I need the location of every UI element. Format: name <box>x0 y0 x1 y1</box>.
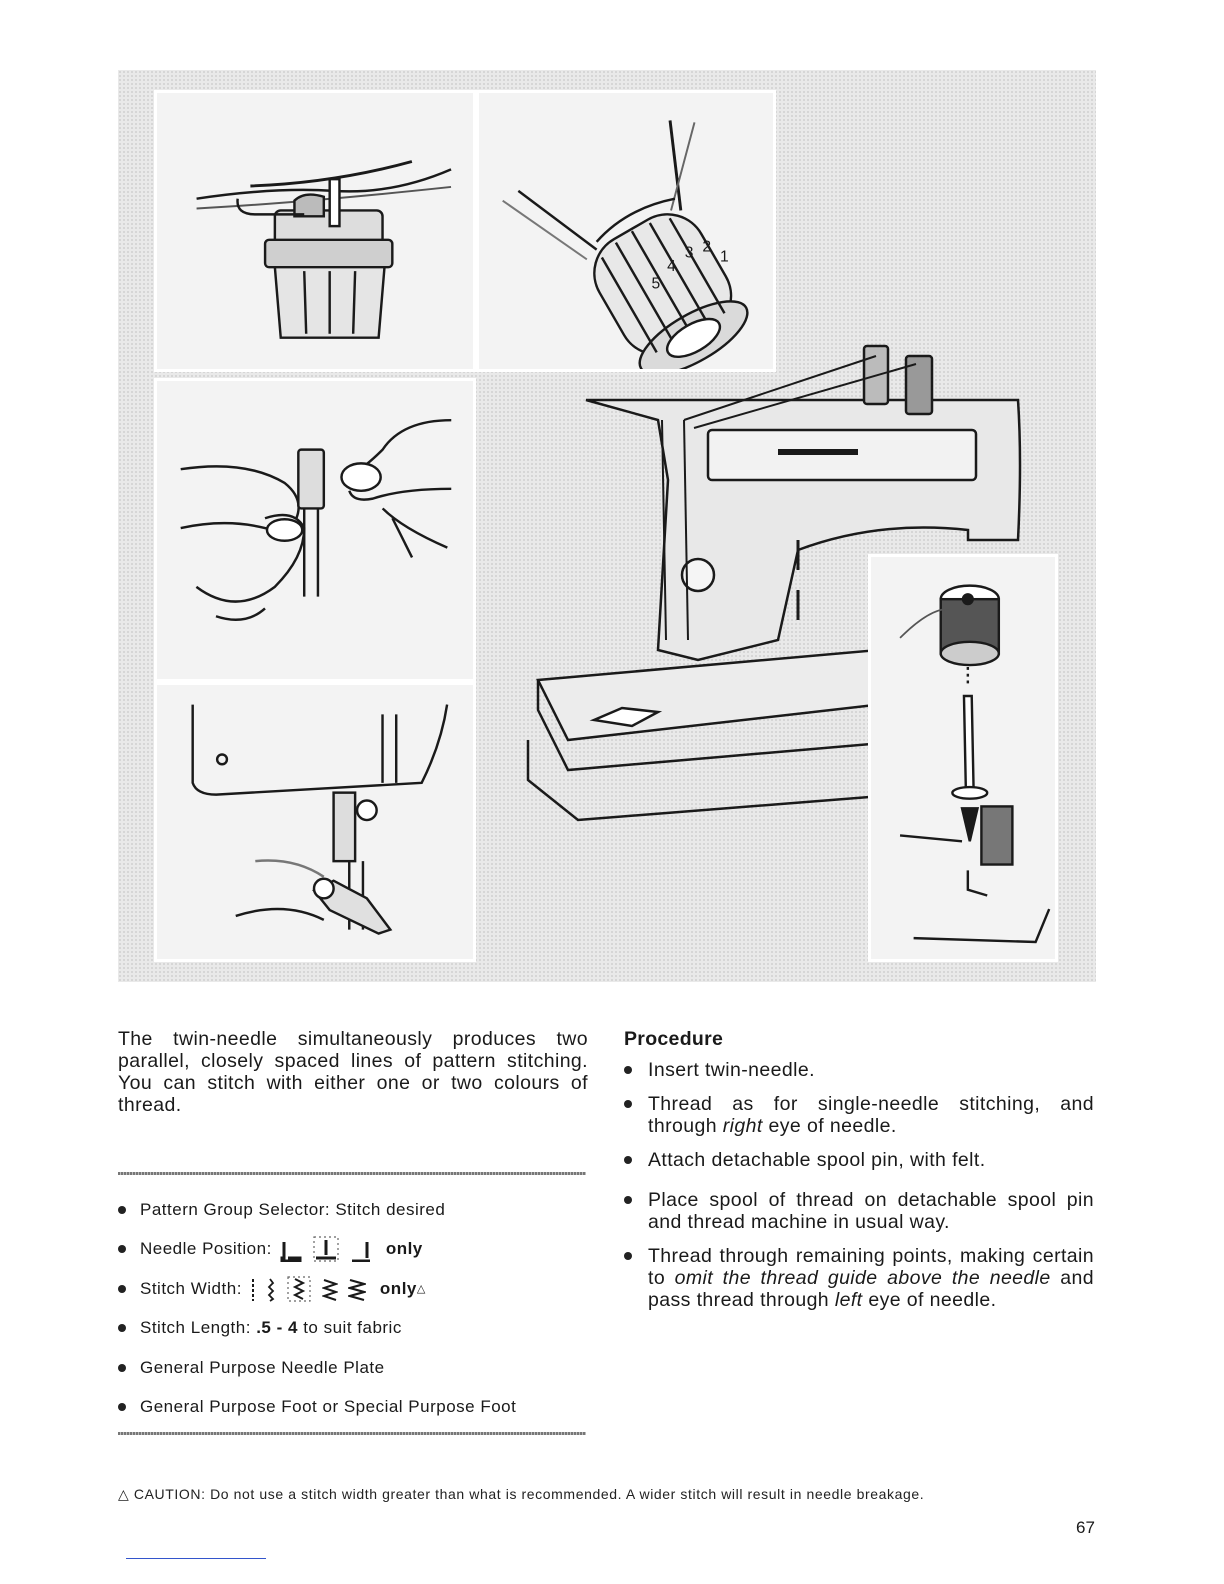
stitch-widest-zigzag-icon <box>348 1278 366 1302</box>
dial-number-5: 5 <box>651 275 661 293</box>
step3-text: Attach detachable spool pin, with felt. <box>648 1149 986 1171</box>
step5-text-a: Thread through remaining points, making certain to <box>648 1245 1094 1289</box>
needle-position-only: only <box>385 1239 423 1259</box>
dial-number-3: 3 <box>684 244 694 262</box>
spool-pin-drawing <box>871 557 1055 959</box>
needle-right-icon <box>350 1240 372 1262</box>
step5-emphasis-1: omit the thread guide above the needle <box>674 1267 1051 1289</box>
caution-label: CAUTION: <box>133 1486 206 1502</box>
stitch-width-only: only <box>379 1278 417 1298</box>
bullet-icon <box>118 1403 126 1411</box>
intro-paragraph: The twin-needle simultaneously produces two parallel, closely spaced lines of pattern stitching. You can stitch with either one or two colours of thread. <box>118 1028 588 1116</box>
bullet-icon <box>118 1324 126 1332</box>
top-divider <box>118 1172 586 1175</box>
bullet-icon <box>624 1066 632 1074</box>
thread-guide-drawing <box>157 93 473 369</box>
caution-note <box>118 1486 924 1503</box>
bottom-divider <box>118 1432 586 1435</box>
bullet-icon <box>624 1100 632 1108</box>
stitch-narrow-zigzag-icon <box>266 1278 276 1302</box>
step2-emphasis: right <box>722 1115 763 1137</box>
settings-list <box>118 1190 598 1427</box>
needle-plate-label: General Purpose Needle Plate <box>140 1357 385 1377</box>
stitch-width-label: Stitch Width: <box>140 1278 242 1298</box>
needle-insert-inset <box>154 378 476 682</box>
presser-foot-inset <box>154 682 476 962</box>
pattern-selector-label: Pattern Group Selector: <box>140 1199 331 1219</box>
presser-foot-drawing <box>157 685 473 959</box>
dial-number-4: 4 <box>667 258 676 276</box>
bullet-icon <box>118 1364 126 1372</box>
dial-number-1: 1 <box>719 248 729 266</box>
caution-triangle-icon: △ <box>118 1486 130 1502</box>
stitch-length-suffix: to suit fabric <box>303 1318 402 1338</box>
stitch-length-value: .5 - 4 <box>256 1318 298 1338</box>
setting-needle-position <box>118 1230 598 1270</box>
bullet-icon <box>118 1245 126 1253</box>
pattern-selector-value: Stitch desired <box>335 1199 446 1219</box>
procedure-title: Procedure <box>624 1028 724 1050</box>
needle-left-icon <box>280 1240 302 1262</box>
spool-pin-inset <box>868 554 1058 962</box>
dial-number-2: 2 <box>702 238 712 256</box>
setting-needle-plate <box>118 1348 598 1388</box>
caution-text: Do not use a stitch width greater than what is recommended. A wider stitch will result in needle breakage. <box>210 1486 925 1502</box>
illustration-panel <box>118 70 1096 982</box>
setting-foot <box>118 1388 598 1428</box>
stitch-wide-zigzag-icon <box>322 1278 338 1302</box>
foot-label: General Purpose Foot or Special Purpose Foot <box>140 1397 517 1417</box>
page-number: 67 <box>1076 1518 1095 1537</box>
stitch-length-label: Stitch Length: <box>140 1318 251 1338</box>
needle-position-icons <box>280 1236 372 1262</box>
needle-insert-drawing <box>157 381 473 679</box>
bullet-icon <box>624 1156 632 1164</box>
procedure-section <box>624 1028 1094 1323</box>
step5-emphasis-2: left <box>834 1289 863 1311</box>
step2-text-a: Thread as for single-needle stitching, and through <box>648 1093 1094 1137</box>
caution-triangle-icon: △ <box>416 1283 426 1296</box>
stitch-straight-icon <box>250 1278 256 1302</box>
procedure-step-5 <box>624 1245 1094 1311</box>
bullet-icon <box>624 1196 632 1204</box>
thread-guide-inset <box>154 90 476 372</box>
procedure-steps <box>624 1059 1094 1311</box>
step2-text-b: eye of needle. <box>768 1115 897 1137</box>
footer-line <box>126 1558 266 1559</box>
procedure-step-4 <box>624 1189 1094 1233</box>
bullet-icon <box>624 1252 632 1260</box>
setting-stitch-width <box>118 1269 598 1309</box>
setting-stitch-length <box>118 1309 598 1349</box>
step5-text-b: and pass thread through <box>648 1267 1094 1311</box>
needle-center-icon <box>312 1236 340 1262</box>
step1-text: Insert twin-needle. <box>648 1059 815 1081</box>
setting-pattern-selector <box>118 1190 598 1230</box>
step5-text-c: eye of needle. <box>868 1289 997 1311</box>
needle-position-label: Needle Position: <box>140 1239 272 1259</box>
bullet-icon <box>118 1285 126 1293</box>
stitch-medium-zigzag-icon <box>286 1276 312 1302</box>
procedure-step-3 <box>624 1149 1094 1171</box>
stitch-width-icons <box>250 1276 366 1302</box>
bullet-icon <box>118 1206 126 1214</box>
procedure-step-1 <box>624 1059 1094 1081</box>
procedure-step-2 <box>624 1093 1094 1137</box>
step4-text: Place spool of thread on detachable spool pin and thread machine in usual way. <box>648 1189 1094 1233</box>
